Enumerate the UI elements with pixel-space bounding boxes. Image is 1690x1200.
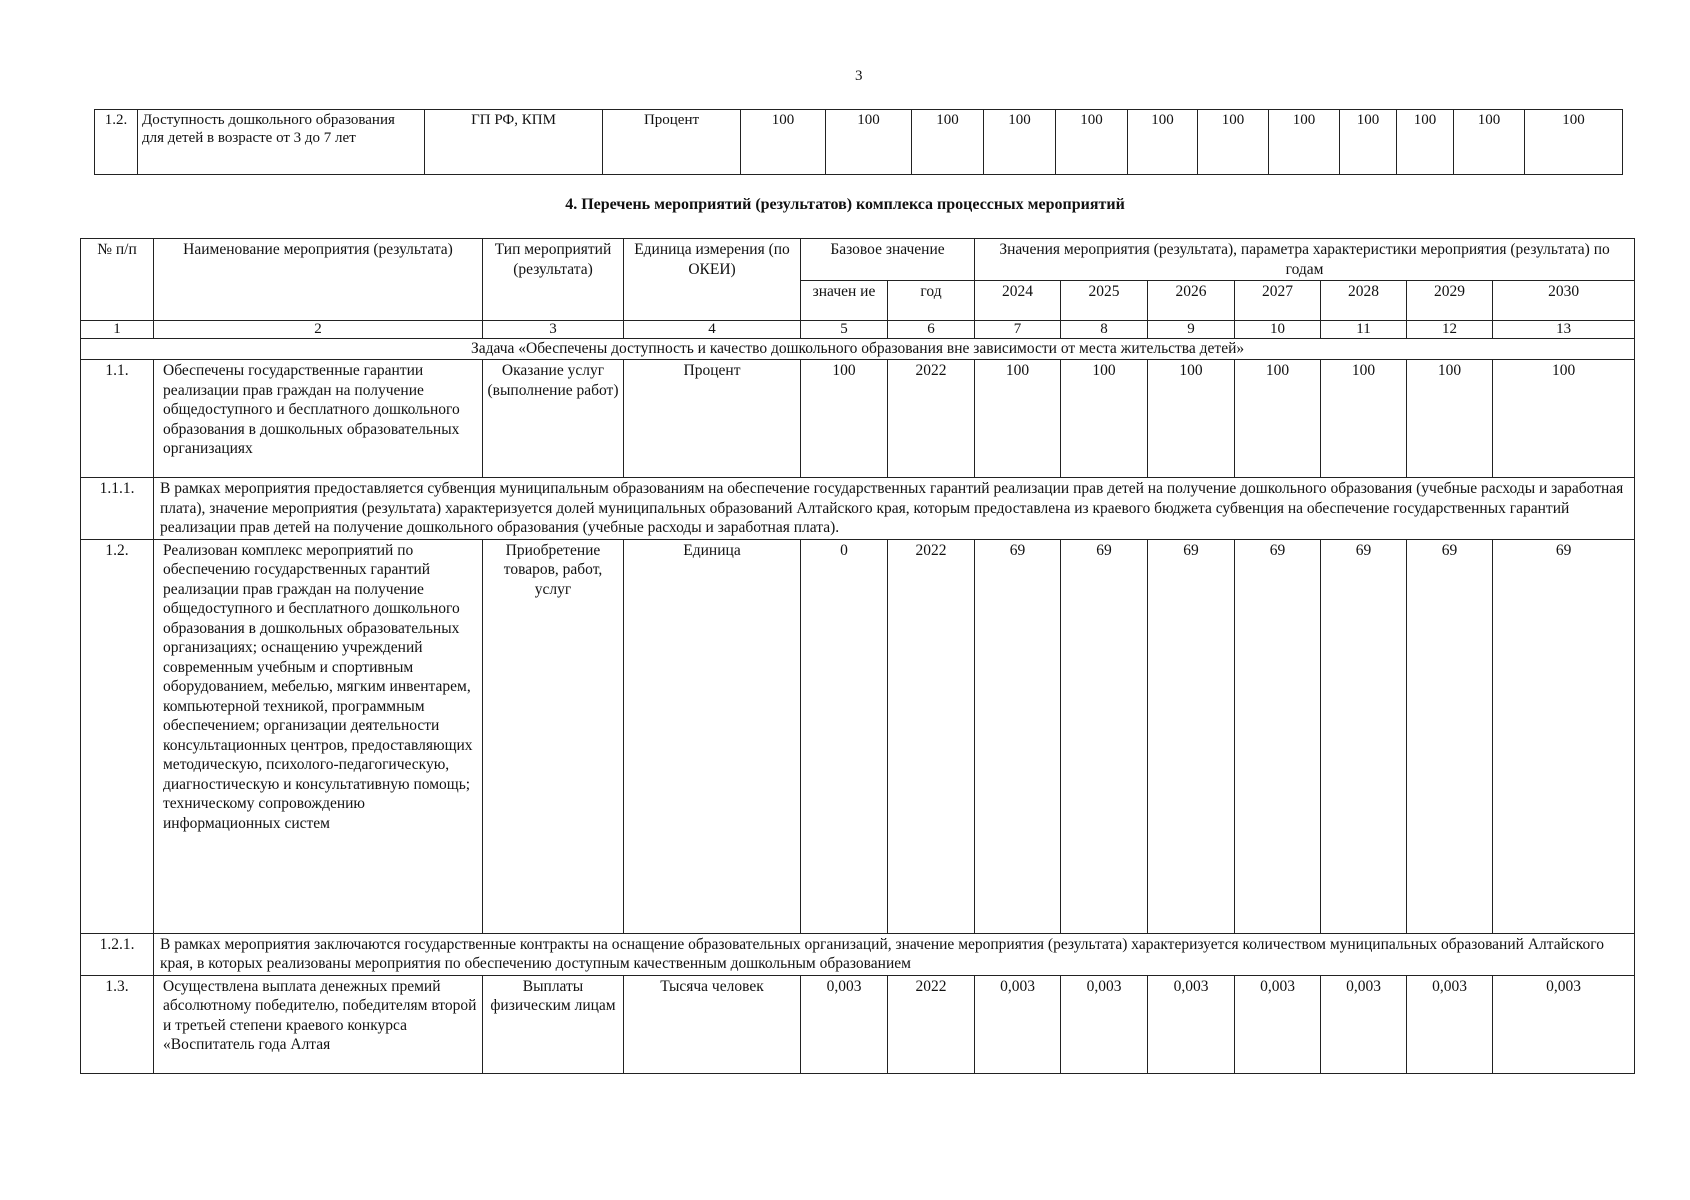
value-cell: 0,003 [975,975,1061,1073]
header-type: Тип мероприятий (результата) [483,239,624,321]
column-number: 13 [1493,321,1635,339]
value-cell: 100 [1061,360,1148,478]
column-number: 2 [154,321,483,339]
column-number: 1 [81,321,154,339]
measure-type: Приобретение товаров, работ, услуг [483,539,624,933]
value-cell: 0,003 [1061,975,1148,1073]
header-num: № п/п [81,239,154,321]
header-year: 2027 [1235,281,1321,321]
measure-type: Оказание услуг (выполнение работ) [483,360,624,478]
measure-unit: Единица [624,539,801,933]
header-row [81,239,1635,281]
value-cell: 100 [1397,110,1454,175]
column-number: 11 [1321,321,1407,339]
header-base-year: год [888,281,975,321]
value-cell: 100 [912,110,984,175]
top-continuation-table [94,109,1623,175]
value-cell: 100 [975,360,1061,478]
indicator-source: ГП РФ, КПМ [425,110,603,175]
base-year: 2022 [888,539,975,933]
table-row [81,478,1635,540]
column-number: 7 [975,321,1061,339]
header-base-value: значен ие [801,281,888,321]
table-row [95,110,1623,175]
header-unit: Единица измерения (по ОКЕИ) [624,239,801,321]
value-cell: 100 [1340,110,1397,175]
section-title: 4. Перечень мероприятий (результатов) комплекса процессных мероприятий [565,196,1125,213]
value-cell: 100 [1269,110,1340,175]
value-cell: 0,003 [1321,975,1407,1073]
indicator-unit: Процент [603,110,741,175]
column-number: 6 [888,321,975,339]
header-year: 2029 [1407,281,1493,321]
column-number: 4 [624,321,801,339]
measure-name: Реализован комплекс мероприятий по обеспечению государственных гарантий реализации прав граждан на получение общедоступного и бесплатного дошкольного образования в дошкольных образовательных организациях; оснащению учреждений современным учебным и спортивным оборудованием, мебелью, мягким инвентарем, компьютерной техникой, программным обеспечением; организации деятельности консультационных центров, предоставляющих методическую, психолого-педагогическую, диагностическую и консультативную помощь; техническому сопровождению информационных систем [154,539,483,933]
indicator-name: Доступность дошкольного образования для детей в возрасте от 3 до 7 лет [138,110,425,175]
measure-unit: Процент [624,360,801,478]
measures-table [80,238,1635,1074]
value-cell: 100 [1407,360,1493,478]
header-base: Базовое значение [801,239,975,281]
column-number: 5 [801,321,888,339]
value-cell: 100 [1493,360,1635,478]
base-year: 2022 [888,975,975,1073]
page-number: 3 [855,68,863,84]
row-number: 1.2.1. [81,933,154,975]
task-title: Задача «Обеспечены доступность и качество дошкольного образования вне зависимости от места жительства детей» [81,339,1635,360]
value-cell: 100 [1148,360,1235,478]
row-number: 1.1.1. [81,478,154,540]
measure-name: Обеспечены государственные гарантии реализации прав граждан на получение общедоступного и бесплатного дошкольного образования в дошкольных образовательных организациях [154,360,483,478]
header-name: Наименование мероприятия (результата) [154,239,483,321]
header-year: 2025 [1061,281,1148,321]
header-year: 2028 [1321,281,1407,321]
value-cell: 0,003 [1148,975,1235,1073]
measure-unit: Тысяча человек [624,975,801,1073]
row-number: 1.1. [81,360,154,478]
value-cell: 100 [1454,110,1525,175]
column-number: 12 [1407,321,1493,339]
base-year: 2022 [888,360,975,478]
column-number: 8 [1061,321,1148,339]
value-cell: 100 [826,110,912,175]
row-number: 1.2. [81,539,154,933]
value-cell: 69 [975,539,1061,933]
measure-description: В рамках мероприятия заключаются государственные контракты на оснащение образовательных организаций, значение мероприятия (результата) характеризуется количеством муниципальных образований Алтайского края, в которых реализованы мероприятия по обеспечению доступным качественным дошкольным образованием [154,933,1635,975]
row-number: 1.2. [95,110,138,175]
row-number: 1.3. [81,975,154,1073]
base-value: 0,003 [801,975,888,1073]
value-cell: 100 [1056,110,1128,175]
value-cell: 100 [1235,360,1321,478]
measure-name: Осуществлена выплата денежных премий абсолютному победителю, победителям второй и третьей степени краевого конкурса «Воспитатель года Алтая [154,975,483,1073]
header-year: 2024 [975,281,1061,321]
value-cell: 0,003 [1407,975,1493,1073]
header-values-by-year: Значения мероприятия (результата), параметра характеристики мероприятия (результата) по годам [975,239,1635,281]
header-year: 2026 [1148,281,1235,321]
value-cell: 69 [1493,539,1635,933]
column-number: 9 [1148,321,1235,339]
measure-description: В рамках мероприятия предоставляется субвенция муниципальным образованиям на обеспечение государственных гарантий реализации прав детей на получение дошкольного образования (учебные расходы и заработная плата), значение мероприятия (результата) характеризуется долей муниципальных образований Алтайского края, которым предоставлена из краевого бюджета субвенция на обеспечение государственных гарантий реализации прав детей на получение дошкольного образования (учебные расходы и заработная плата). [154,478,1635,540]
value-cell: 69 [1061,539,1148,933]
value-cell: 100 [984,110,1056,175]
task-row [81,339,1635,360]
value-cell: 100 [1321,360,1407,478]
base-value: 100 [801,360,888,478]
table-row [81,539,1635,933]
measure-type: Выплаты физическим лицам [483,975,624,1073]
header-year: 2030 [1493,281,1635,321]
value-cell: 100 [1198,110,1269,175]
value-cell: 69 [1407,539,1493,933]
value-cell: 100 [741,110,826,175]
table-row [81,975,1635,1073]
value-cell: 69 [1235,539,1321,933]
column-number: 3 [483,321,624,339]
value-cell: 100 [1525,110,1623,175]
table-row [81,360,1635,478]
column-number: 10 [1235,321,1321,339]
value-cell: 100 [1128,110,1198,175]
value-cell: 0,003 [1235,975,1321,1073]
value-cell: 69 [1148,539,1235,933]
base-value: 0 [801,539,888,933]
value-cell: 0,003 [1493,975,1635,1073]
value-cell: 69 [1321,539,1407,933]
table-row [81,933,1635,975]
column-numbers-row [81,321,1635,339]
